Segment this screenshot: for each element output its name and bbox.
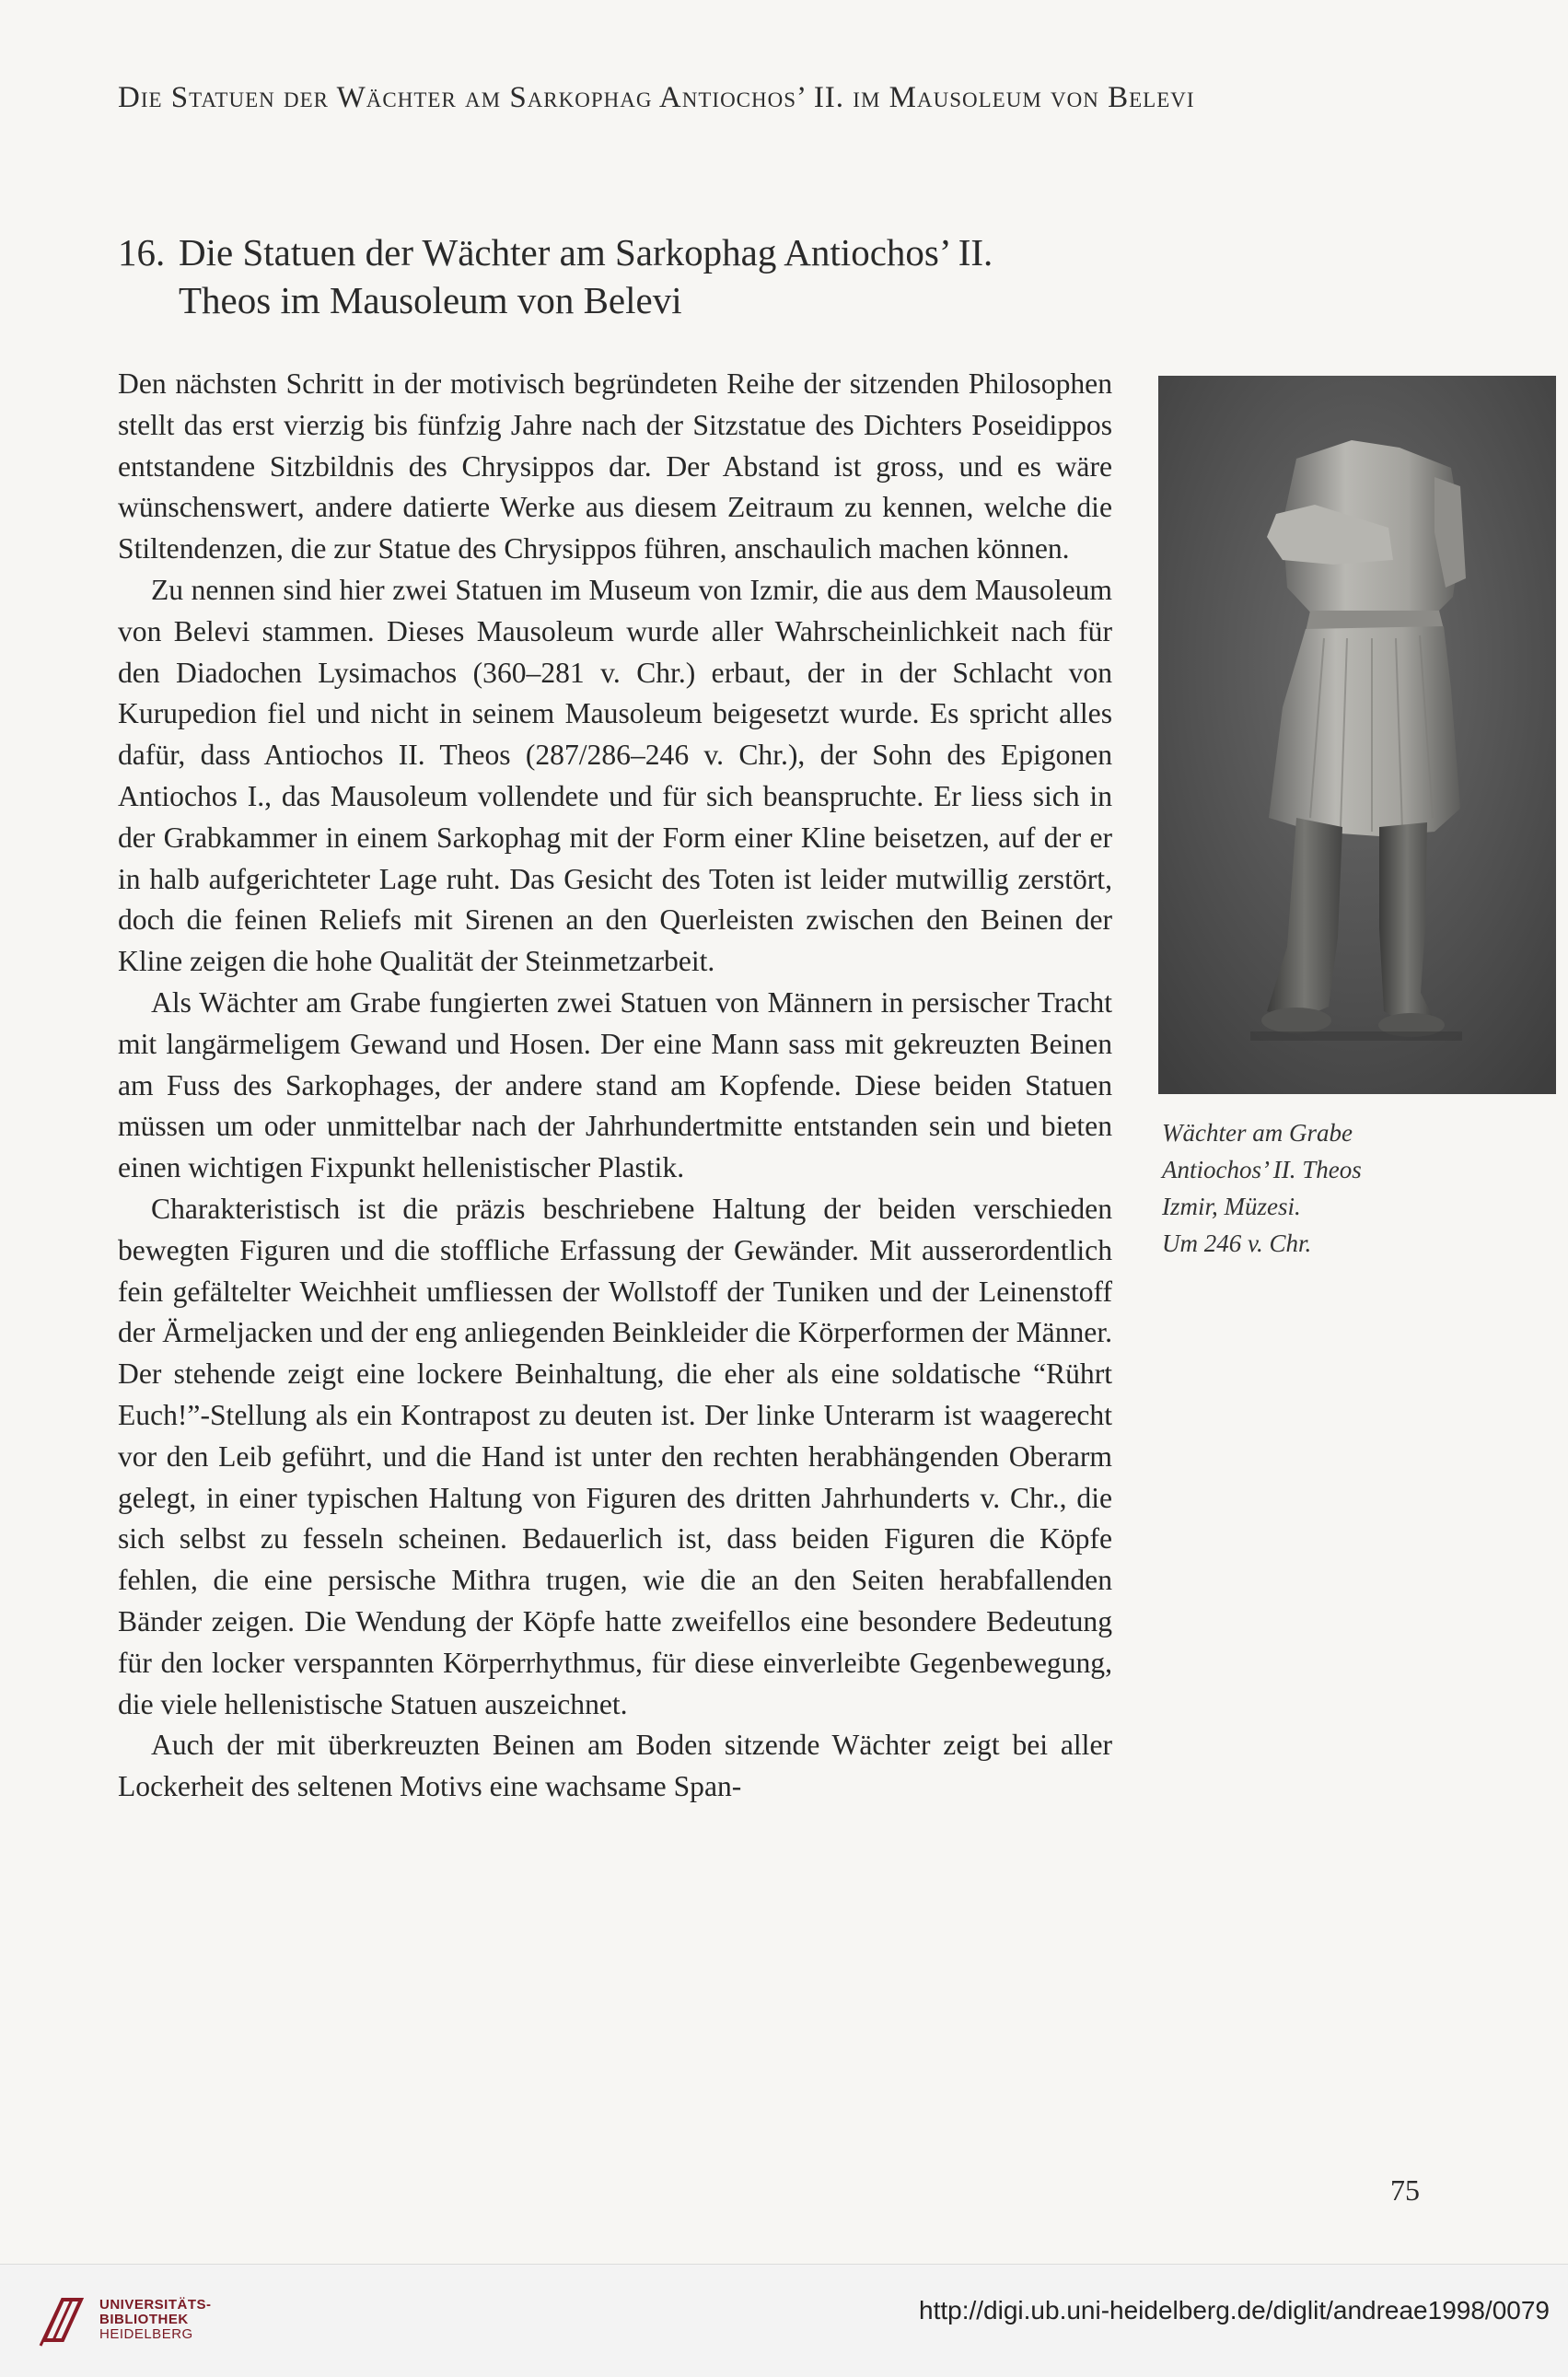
paragraph: Charakteristisch ist die präzis beschriebene Haltung der beiden verschieden bewegten Figuren und die stoffliche Erfassung der Gewänder. Mit ausserordentlich fein gefältelter Weichheit umfliessen der Wollstoff der Tuniken und der Leinenstoff der Ärmeljacken und der eng anliegenden Beinkleider die Körperformen der Männer. Der stehende zeigt eine lockere Beinhaltung, die eher als eine soldatische “Rührt Euch!”-Stellung als ein Kontrapost zu deuten ist. Der linke Unterarm ist waagerecht vor den Leib geführt, und die Hand ist unter den rechten herabhängenden Oberarm gelegt, in einer typischen Haltung von Figuren des dritten Jahrhunderts v. Chr., die sich selbst zu fesseln scheinen. Bedauerlich ist, dass beiden Figuren die Köpfe fehlen, die eine persische Mithra trugen, wie die an den Seiten herabfallenden Bänder zeigen. Die Wendung der Köpfe hatte zweifellos eine besondere Bedeutung für den locker verspannten Körperrhythmus, für diese einverleibte Gegenbewegung, die viele hellenistische Statuen auszeichnet. [118, 1192, 1112, 1720]
paragraph: Zu nennen sind hier zwei Statuen im Museum von Izmir, die aus dem Mausoleum von Belevi stammen. Dieses Mausoleum wurde aller Wahrscheinlichkeit nach für den Diadochen Lysimachos (360–281 v. Chr.) erbaut, der in der Schlacht von Kurupedion fiel und nicht in seinem Mausoleum beigesetzt wurde. Es spricht alles dafür, dass Antiochos II. Theos (287/286–246 v. Chr.), der Sohn des Epigonen Antiochos I., das Mausoleum vollendete und für sich beanspruchte. Er liess sich in der Grabkammer in einem Sarkophag mit der Form einer Kline beisetzen, auf der er in halb aufgerichteter Lage ruht. Das Gesicht des Toten ist leider mutwillig zerstört, doch die feinen Reliefs mit Sirenen an den Querleisten zwischen den Beinen der Kline zeigen die hohe Qualität der Steinmetzarbeit. [118, 573, 1112, 978]
paragraph: Auch der mit überkreuzten Beinen am Boden sitzende Wächter zeigt bei aller Lockerheit des seltenen Motivs eine wachsame Span- [118, 1729, 1112, 1803]
chapter-number: 16. [118, 231, 166, 274]
statue-illustration [1158, 376, 1556, 1094]
page-number: 75 [1390, 2173, 1420, 2207]
source-url-link[interactable]: http://digi.ub.uni-heidelberg.de/diglit/andreae1998/0079 [919, 2296, 1550, 2325]
caption-line: Izmir, Müzesi. [1162, 1193, 1301, 1220]
statue-photograph [1158, 376, 1556, 1094]
chapter-title-line-2: Theos im Mausoleum von Belevi [179, 279, 682, 321]
digitization-footer [0, 2264, 1568, 2377]
chapter-title [118, 228, 1131, 324]
running-head: Die Statuen der Wächter am Sarkophag Antiochos’ II. im Mausoleum von Belevi [118, 81, 1195, 114]
library-name-line-2: BIBLIOTHEK [99, 2312, 189, 2327]
library-name [99, 2298, 212, 2342]
paragraph: Den nächsten Schritt in der motivisch begründeten Reihe der sitzenden Philosophen stellt das erst vierzig bis fünfzig Jahre nach der Sitzstatue des Dichters Poseidippos entstandene Sitzbildnis des Chrysippos dar. Der Abstand ist gross, und es wäre wünschenswert, andere datierte Werke aus diesem Zeitraum zu kennen, welche die Stiltendenzen, die zur Statue des Chrysippos führen, anschaulich machen können. [118, 367, 1112, 565]
figure-caption [1162, 1114, 1438, 1262]
caption-line: Wächter am Grabe [1162, 1119, 1353, 1147]
body-text [118, 364, 1112, 1808]
paragraph: Als Wächter am Grabe fungierten zwei Statuen von Männern in persischer Tracht mit langärmeligem Gewand und Hosen. Der eine Mann sass mit gekreuzten Beinen am Fuss des Sarkophages, der andere stand am Kopfende. Diese beiden Statuen müssen um oder unmittelbar nach der Jahrhundertmitte entstanden sein und bieten einen wichtigen Fixpunkt hellenistischer Plastik. [118, 985, 1112, 1184]
caption-line: Antiochos’ II. Theos [1162, 1156, 1362, 1183]
library-name-line-3: HEIDELBERG [99, 2326, 193, 2342]
library-logo-icon [35, 2292, 92, 2349]
caption-line: Um 246 v. Chr. [1162, 1229, 1312, 1257]
chapter-title-line-1: Die Statuen der Wächter am Sarkophag Antiochos’ II. [179, 231, 993, 274]
library-name-line-1: UNIVERSITÄTS- [99, 2297, 212, 2313]
